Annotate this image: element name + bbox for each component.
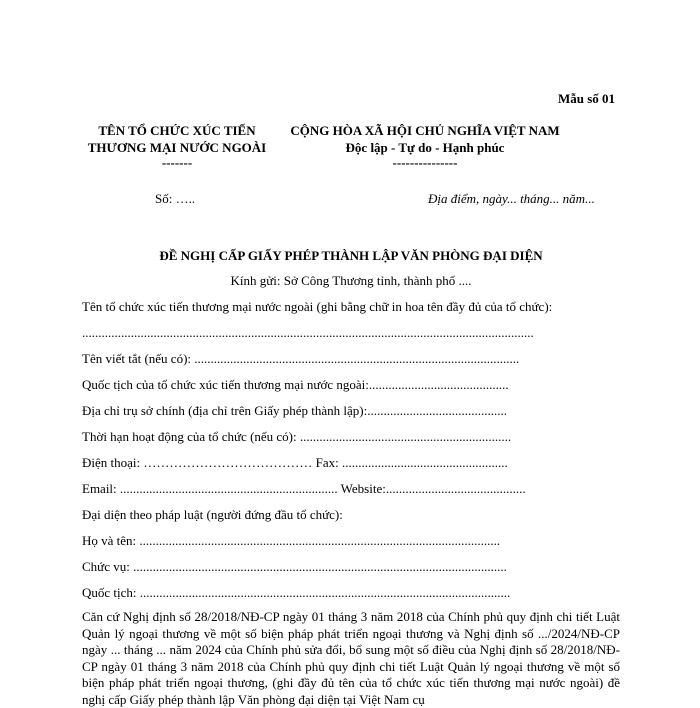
- place-date: Địa điểm, ngày... tháng... năm...: [428, 191, 595, 206]
- org-name-header-line1: TÊN TỔ CHỨC XÚC TIẾN: [98, 123, 256, 138]
- org-full-name-field: Tên tổ chức xúc tiến thương mại nước ngoài (ghi bằng chữ in hoa tên đầy đủ của tổ chức):: [82, 299, 553, 314]
- phone-fax-field: Điện thoại: ………………………………… Fax: ...................................................: [82, 455, 508, 470]
- nation-header-line1: CỘNG HÒA XÃ HỘI CHỦ NGHĨA VIỆT NAM: [290, 123, 560, 138]
- representative-position-field: Chức vụ: ...................................................................................................................: [82, 559, 507, 574]
- document-title: ĐỀ NGHỊ CẤP GIẤY PHÉP THÀNH LẬP VĂN PHÒNG ĐẠI DIỆN: [159, 248, 543, 263]
- nation-header-rule: ---------------: [392, 155, 458, 170]
- legal-basis-paragraph: Căn cứ Nghị định số 28/2018/NĐ-CP ngày 01 tháng 3 năm 2018 của Chính phủ quy định chi tiết Luật Quản lý ngoại thương về một số biện pháp phát triển ngoại thương và Nghị định số .../2024/NĐ-CP ngày ... tháng ... năm 2024 của Chính phủ sửa đổi, bổ sung một số điều của Nghị định số 28/2018/NĐ-CP ngày 01 tháng 3 năm 2018 của Chính phủ quy định chi tiết Luật Quản lý ngoại thương về một số biện pháp phát triển ngoại thương, (ghi đầy đủ tên của tổ chức xúc tiến thương mại nước ngoài) đề nghị cấp Giấy phép thành lập Văn phòng đại diện tại Việt Nam cụ: [82, 609, 620, 707]
- greeting: Kính gửi: Sở Công Thương tỉnh, thành phố ....: [230, 273, 472, 288]
- short-name-field: Tên viết tắt (nếu có): ....................................................................................................: [82, 351, 520, 366]
- representative-nationality-field: Quốc tịch: ..................................................................................................................: [82, 585, 511, 600]
- org-full-name-blank: ...........................................................................................................................................: [82, 325, 534, 340]
- org-header-rule: -------: [161, 155, 193, 170]
- operation-duration-field: Thời hạn hoạt động của tổ chức (nếu có): .................................................................: [82, 429, 512, 444]
- representative-name-field: Họ và tên: ...............................................................................................................: [82, 533, 501, 548]
- form-number: Mẫu số 01: [558, 91, 616, 106]
- head-office-address-field: Địa chỉ trụ sở chính (địa chỉ trên Giấy phép thành lập):...........................................: [82, 403, 507, 418]
- legal-representative-label: Đại diện theo pháp luật (người đứng đầu tổ chức):: [82, 507, 343, 522]
- document-number: Số: …..: [155, 191, 196, 206]
- nationality-field: Quốc tịch của tổ chức xúc tiến thương mại nước ngoài:...........................................: [82, 377, 509, 392]
- nation-header-line2: Độc lập - Tự do - Hạnh phúc: [345, 140, 505, 155]
- email-website-field: Email: ................................................................... Website:...........................................: [82, 481, 526, 496]
- org-name-header-line2: THƯƠNG MẠI NƯỚC NGOÀI: [87, 140, 267, 155]
